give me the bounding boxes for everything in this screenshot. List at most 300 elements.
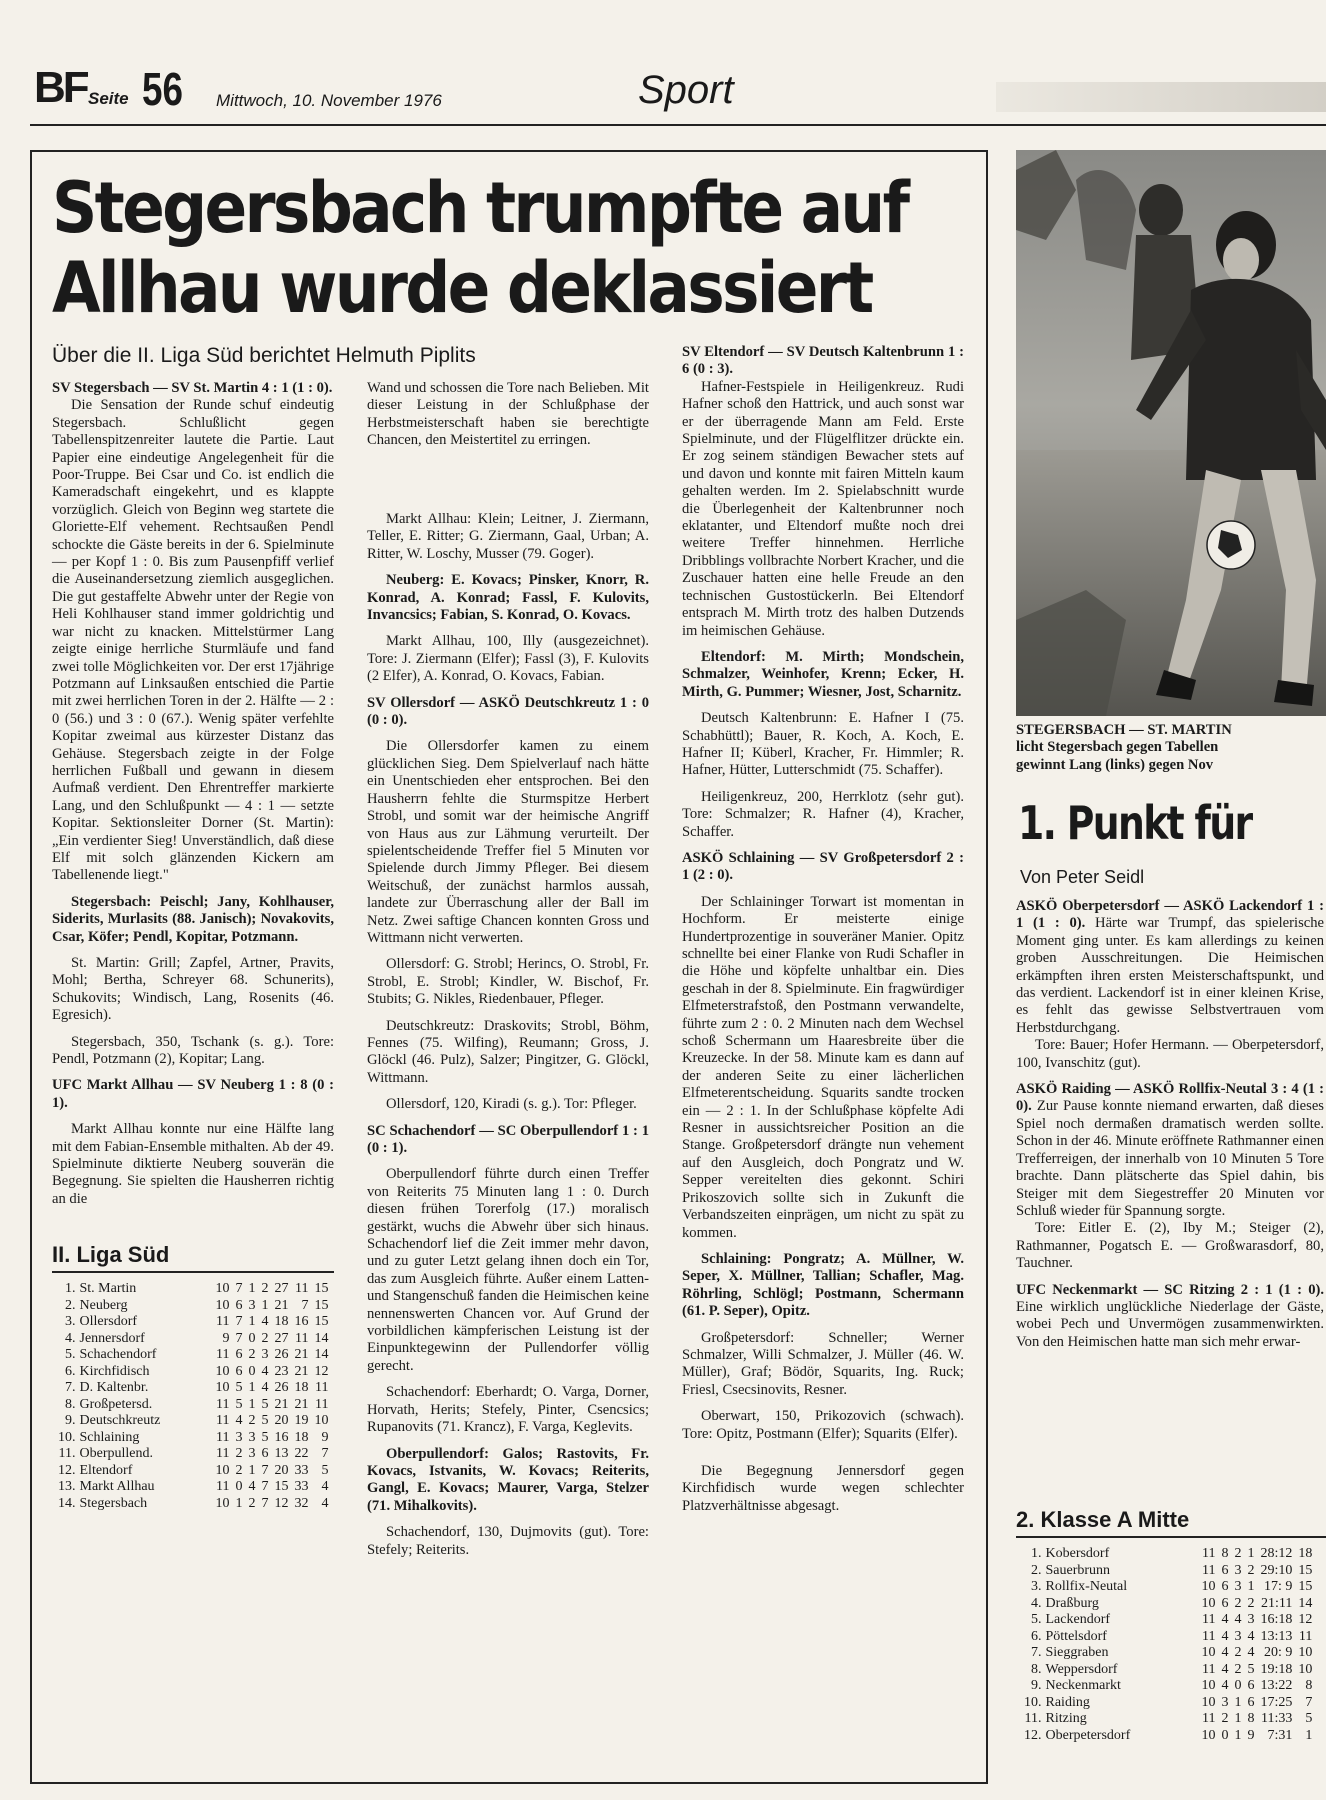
second-article-byline: Von Peter Seidl — [1020, 867, 1145, 887]
table-cell: 7 — [235, 1314, 243, 1330]
match-info: Ollersdorf, 120, Kiradi (s. g.). Tor: Pfleger. — [385, 1096, 637, 1113]
team-name: Schlaining — [79, 1429, 140, 1445]
table-cell: 3 — [235, 1429, 243, 1445]
table-cell: 3 — [248, 1429, 256, 1445]
table-row — [1018, 1645, 1312, 1662]
table-cell: 4 — [1221, 1628, 1229, 1644]
team-name: Pöttelsdorf — [1045, 1628, 1107, 1644]
table-cell: 5. — [65, 1347, 76, 1363]
table-cell: 7:31 — [1267, 1727, 1293, 1743]
table-cell: 23 — [274, 1363, 289, 1379]
table-cell: 10 — [215, 1462, 230, 1478]
table-cell: 11 — [1202, 1546, 1216, 1561]
table-cell: 10 — [215, 1363, 230, 1379]
table-cell: 5. — [1031, 1612, 1042, 1627]
table-cell: 2 — [235, 1462, 243, 1478]
table-cell: 4 — [1234, 1612, 1242, 1627]
table-cell: 11 — [315, 1380, 329, 1396]
table-row — [1018, 1563, 1312, 1580]
table-cell: 7. — [1031, 1645, 1042, 1660]
caption-line: licht Stegersbach gegen Tabellen — [1016, 739, 1219, 756]
table-row — [1018, 1629, 1312, 1646]
match-info: Markt Allhau, 100, Illy (ausgezeichnet). Tore: J. Ziermann (Elfer); Fassl (3), F. Kulovits (2 Elfer), A. Konrad, O. Kovacs, Fabian. — [367, 633, 649, 685]
table-cell: 17:25 — [1260, 1694, 1293, 1710]
table-cell: 2. — [1031, 1562, 1042, 1578]
table-cell: 3. — [1031, 1579, 1042, 1594]
continued-text: Wand und schossen die Tore nach Belieben. Mit dieser Leistung in der Schlußphase der Herbstmeisterschaft haben sie berechtigte Chancen, den Meistertitel zu erringen. — [367, 380, 649, 449]
team-name: D. Kaltenbr. — [79, 1380, 149, 1396]
table-cell: 7 — [261, 1479, 269, 1495]
table-cell: 18 — [294, 1380, 309, 1396]
table-cell: 11 — [1298, 1628, 1313, 1644]
table-cell: 5 — [235, 1380, 243, 1396]
table-cell: 6 — [1221, 1579, 1229, 1594]
table-cell: 10 — [215, 1297, 230, 1313]
table-cell: 4 — [1221, 1645, 1229, 1660]
table-cell: 1 — [248, 1462, 256, 1478]
table-row — [1018, 1678, 1312, 1695]
table-cell: 15 — [1298, 1579, 1313, 1594]
table-row — [1018, 1728, 1312, 1745]
table-cell: 12 — [1298, 1612, 1313, 1627]
table-cell: 4 — [1221, 1612, 1229, 1627]
team-name: Oberpullend. — [79, 1446, 153, 1462]
header-rule — [30, 124, 1326, 126]
table-cell: 10 — [1201, 1678, 1216, 1693]
team-name: Sieggraben — [1045, 1645, 1109, 1660]
table-cell: 13 — [274, 1446, 289, 1462]
team-name: Markt Allhau — [79, 1479, 155, 1495]
table-cell: 18 — [1298, 1546, 1313, 1561]
table-cell: 3 — [1234, 1579, 1242, 1594]
page-number: 56 — [142, 63, 183, 115]
table-cell: 14 — [314, 1347, 329, 1363]
table-cell: 11 — [216, 1479, 230, 1495]
table-cell: 6 — [1221, 1595, 1229, 1611]
table-cell: 12 — [274, 1495, 289, 1511]
table-cell: 15 — [314, 1314, 329, 1330]
table-cell: 5 — [261, 1413, 269, 1429]
table-cell: 7 — [261, 1495, 269, 1511]
team-name: Oberpetersdorf — [1045, 1727, 1131, 1743]
table-cell: 12. — [1024, 1727, 1042, 1743]
table-cell: 21 — [274, 1396, 289, 1412]
team-name: Ritzing — [1045, 1711, 1087, 1726]
second-article-column — [1016, 898, 1324, 1351]
lineup: Schlaining: Pongratz; A. Müllner, W. Seper, X. Müllner, Tallian; Schafler, Mag. Röhrling, Schlögl; Postmann, Schermann (61. P. Seper), Opitz. — [682, 1250, 964, 1320]
team-name: Ollersdorf — [79, 1314, 138, 1330]
lineup: Deutschkreutz: Draskovits; Strobl, Böhm, Fennes (75. Wilfing), Reumann; Gross, J. Glöckl (46. Pulz), Salzer; Pingitzer, G. Glöckl, Wittmann. — [367, 1017, 649, 1086]
table-cell: 4 — [235, 1413, 243, 1429]
table-cell: 5 — [1247, 1661, 1255, 1677]
table-cell: 2 — [248, 1495, 256, 1511]
match-report: Der Schlaininger Torwart ist momentan in Hochform. Er meisterte einige Hundertprozentige in souveräner Manier. Opitz schnellte bei einer Flanke von Rudi Schafler in die Höhe und köpfelte unhaltbar ein. Dies geschah in der 8. Spielminute. Ein fragwürdiger Elfmeterstrafstoß, den Postmann verwandelte, führte zum 2 : 0. 2 Minuten nach dem Wechsel schoß Schermann um Haaresbreite über die Kreuzecke. In der 58. Minute kam es dann auf der anderen Seite zu einer lächerlichen Elfmeterentscheidung. Squarits sandte trocken ein — 2 : 1. In der Schlußphase köpfelte Adi Resner in aussichtsreicher Position an die Stange. Großpetersdorf drängte nun vehement auf den Ausgleich, doch Pongratz und W. Sepper vereitelten dies gekonnt. Schiri Prikoszovich sollte sich in Zukunft die Verbandszeiten einprägen, um nicht zu spät zu kommen. — [682, 893, 964, 1241]
table-cell: 15 — [1298, 1562, 1313, 1578]
table-cell: 13:22 — [1260, 1678, 1293, 1693]
table-cell: 5 — [261, 1396, 269, 1412]
lineup: Stegersbach: Peischl; Jany, Kohlhauser, Siderits, Murlasits (88. Janisch); Novakovits, Csar, Köfer; Pendl, Kopitar, Potzmann. — [52, 893, 334, 945]
team-name: Draßburg — [1045, 1595, 1099, 1611]
table-cell: 1 — [248, 1380, 256, 1396]
table-cell: 3 — [1234, 1628, 1242, 1644]
caption-line: STEGERSBACH — ST. MARTIN — [1016, 722, 1232, 738]
table-row — [52, 1479, 329, 1496]
match-heading: SV Ollersdorf — ASKÖ Deutschkreutz 1 : 0 (0 : 0). — [367, 694, 649, 729]
table-cell: 15 — [314, 1281, 329, 1297]
table-cell: 7 — [235, 1330, 243, 1346]
table-cell: 4 — [1247, 1628, 1255, 1644]
table-cell: 0 — [248, 1330, 256, 1346]
table-cell: 4 — [321, 1479, 329, 1495]
team-name: Lackendorf — [1045, 1612, 1111, 1627]
table-cell: 20 — [274, 1462, 289, 1478]
table-cell: 10. — [58, 1429, 76, 1445]
table-row — [52, 1463, 329, 1480]
table-cell: 4. — [65, 1330, 76, 1346]
match-report: Hafner-Festspiele in Heiligenkreuz. Rudi Hafner schoß den Hattrick, und auch sonst war er der überragende Mann am Feld. Erste Spielminute, und der Flügelflitzer drückte ein. Er zog seinem ständigen Bewacher stets auf und davon und konnte mit fairen Mitteln kaum gehalten werden. Im 2. Spielabschnitt wurde die Überlegenheit der Kaltenbrunner noch eklatanter, und Eltendorf mußte noch drei weitere Treffer hinnehmen. Herrliche Dribblings vollbrachte Norbert Kracher, und die Zuschauer hatten eine helle Freude an den technischen Gustostückerln. Bei Eltendorf entsprach M. Mirth trotz des halben Dutzends im heimischen Gehäuse. — [682, 378, 964, 639]
class-table — [1018, 1546, 1312, 1744]
table-cell: 11 — [216, 1347, 230, 1363]
table-cell: 14 — [314, 1330, 329, 1346]
table-cell: 16 — [274, 1429, 289, 1445]
second-article-headline: 1. Punkt für — [1018, 796, 1252, 850]
table-cell: 20 — [274, 1413, 289, 1429]
table-cell: 12. — [58, 1462, 76, 1478]
table-cell: 2 — [1234, 1661, 1242, 1677]
table-cell: 7. — [65, 1380, 76, 1396]
table-cell: 6. — [65, 1363, 76, 1379]
table-cell: 2 — [1234, 1645, 1242, 1660]
table-cell: 10 — [314, 1413, 329, 1429]
table-cell: 10 — [215, 1495, 230, 1511]
table-cell: 6 — [1221, 1562, 1229, 1578]
table-cell: 1. — [1031, 1546, 1042, 1561]
table-cell: 7 — [321, 1446, 329, 1462]
team-name: Kirchfidisch — [79, 1363, 150, 1379]
section-title: Sport — [638, 68, 734, 112]
table-cell: 20: 9 — [1264, 1645, 1293, 1660]
match-heading — [1016, 1081, 1324, 1220]
lineup: St. Martin: Grill; Zapfel, Artner, Pravits, Mohl; Bertha, Schreyer 68. Schunerits), Schukovits; Windisch, Lang, Rosenits (46. Egresich). — [52, 955, 334, 1024]
table-row — [52, 1496, 329, 1513]
table-cell: 3 — [248, 1446, 256, 1462]
match-report: Härte war Trumpf, das spielerische Moment ging unter. Es kam allerdings zu keinen groben Ausschreitungen. Die Heimischen erkämpften ihren ersten Meisterschaftspunkt, und das verdient. Lackendorf ist in einer kleinen Krise, es fehlt das gewisse Selbstvertrauen vom Herbstdurchgang. — [1016, 915, 1324, 1036]
team-name: St. Martin — [79, 1281, 137, 1297]
table-row — [1018, 1612, 1312, 1629]
match-photo — [1016, 150, 1326, 716]
table-cell: 5 — [235, 1396, 243, 1412]
match-report: Oberpullendorf führte durch einen Treffer von Reiterits 75 Minuten lang 1 : 0. Durch diesen frühen Torerfolg (17.) moralisch gestärkt, wuchs die Abwehr über sich hinaus. Schachendorf lief die Zeit immer mehr davon, und zu guter Letzt gelang ihnen doch ein Tor, das zum Ausgleich führte. Außer einem Latten- und Stangenschuß fanden die Heimischen keine nennenswerten Chancen vor. Auf Grund der vorbildlichen kämpferischen Leistung ist der Einpunktegewinn der Pullendorfer völlig gerecht. — [367, 1166, 649, 1374]
table-cell: 15 — [314, 1297, 329, 1313]
table-cell: 32 — [294, 1495, 309, 1511]
lineup: Schachendorf: Eberhardt; O. Varga, Dorner, Horvath, Herits; Stefely, Pinter, Csencsics; Rupanovits (71. Krancz), F. Varga, Keglevits. — [367, 1384, 649, 1436]
table-cell: 10 — [1201, 1727, 1216, 1743]
table-row — [1018, 1579, 1312, 1596]
table-cell: 9 — [321, 1429, 329, 1445]
lineup: Neuberg: E. Kovacs; Pinsker, Knorr, R. Konrad, A. Konrad; Fassl, F. Kulovits, Invancsics; Fabian, S. Konrad, O. Kovacs. — [367, 572, 649, 624]
table-cell: 1 — [261, 1297, 269, 1313]
photo-caption — [1016, 722, 1326, 774]
table-row — [52, 1446, 329, 1463]
match-info: Heiligenkreuz, 200, Herrklotz (sehr gut). Tore: Schmalzer; R. Hafner (4), Kracher, Schaffer. — [682, 788, 964, 840]
table-cell: 6 — [1247, 1694, 1255, 1710]
table-cell: 0 — [248, 1363, 256, 1379]
table-cell: 4 — [321, 1495, 329, 1511]
caption-line: gewinnt Lang (links) gegen Nov — [1016, 756, 1214, 773]
table-cell: 0 — [235, 1479, 243, 1495]
table-cell: 11 — [295, 1330, 309, 1346]
table-cell: 3 — [1234, 1562, 1242, 1578]
table-cell: 11 — [216, 1413, 230, 1429]
table-cell: 26 — [274, 1380, 289, 1396]
table-cell: 5 — [1305, 1711, 1313, 1726]
lineup: Ollersdorf: G. Strobl; Herincs, O. Strobl, Fr. Strobl, E. Strobl; Kindler, W. Bischof, Fr. Stubits; G. Nikles, Riedenbauer, Pfleger. — [367, 956, 649, 1008]
table-cell: 1 — [248, 1396, 256, 1412]
cancellation-note: Die Begegnung Jennersdorf gegen Kirchfidisch wurde wegen schlechter Platzverhältnisse abgesagt. — [682, 1462, 964, 1514]
team-name: Neuberg — [79, 1297, 128, 1313]
table-cell: 3 — [261, 1347, 269, 1363]
table-cell: 27 — [274, 1330, 289, 1346]
team-name: Weppersdorf — [1045, 1661, 1118, 1677]
table-row — [52, 1413, 329, 1430]
match-report: Die Sensation der Runde schuf eindeutig Stegersbach. Schlußlicht gegen Tabellenspitzenreiter lautete die Partie. Laut Papier eine eindeutige Angelegenheit für die Poor-Truppe. Bei Csar und Co. ist endlich die Kameradschaft eingekehrt, und es klappte vorzüglich. Gleich von Beginn weg startete die Gloriette-Elf vehement. Rechtsaußen Pendl schockte die Gäste bereits in der 6. Spielminute — per Kopf 1 : 0. Bis zum Pausenpfiff verlief die Auseinandersetzung ziemlich ausgeglichen. Die gut gestaffelte Abwehr unter der Regie von Heli Kohlhauser stand immer goldrichtig und war nicht zu knacken. Mittelstürmer Lang zeigte einige herrliche Sturmläufe und fand zwei tolle Möglichkeiten vor. Der erst 17jährige Potzmann auf Linksaußen entschied die Partie mit zwei herrlichen Toren in der 2. Hälfte — 2 : 0 (56.) und 3 : 0 (67.). Wenig später verfehlte Kopitar zweimal aus kürzester Distanz das Gehäuse. Stegersbach zeigte in der Folge herrlichen Fußball und gewann in diesem Aufmaß verdient. Den Ehrentreffer markierte Lang, und den Schlußpunkt — 4 : 1 — setzte Kopitar. Sektionsleiter Dorner (St. Martin): „Ein verdienter Sieg! Unverständlich, daß diese Elf mit solch glänzenden Kickern am Tabellenende liegt." — [52, 397, 334, 884]
table-cell: 9. — [65, 1413, 76, 1429]
table-cell: 10 — [215, 1380, 230, 1396]
table-cell: 14 — [1298, 1595, 1313, 1611]
table-row — [52, 1430, 329, 1447]
match-info: Oberwart, 150, Prikozovich (schwach). Tore: Opitz, Postmann (Elfer); Squarits (Elfer). — [682, 1408, 964, 1442]
table-row — [1018, 1662, 1312, 1679]
article-column-3 — [682, 344, 964, 1515]
match-report: Zur Pause konnte niemand erwarten, daß dieses Spiel noch dermaßen dramatisch werden sollte. Schon in der 46. Minute eröffnete Rathmanner einen Trefferreigen, der innerhalb von 10 Minuten 5 Tore brachte. Dann plätscherte das Spiel dahin, bis Steiger mit dem Siegestreffer 20 Minuten vor Schluß wieder für Spannung sorgte. — [1016, 1098, 1324, 1219]
match-heading: SV Eltendorf — SV Deutsch Kaltenbrunn 1 : 6 (0 : 3). — [682, 344, 964, 378]
article-column-2 — [367, 380, 649, 1559]
table-cell: 11 — [216, 1314, 230, 1330]
table-cell: 3. — [65, 1314, 76, 1330]
table-cell: 10 — [1201, 1645, 1216, 1660]
table-row — [52, 1331, 329, 1348]
table-cell: 2 — [248, 1347, 256, 1363]
table-cell: 2 — [261, 1330, 269, 1346]
table-cell: 2. — [65, 1297, 76, 1313]
table-row — [1018, 1596, 1312, 1613]
headline-line-2: Allhau wurde deklassiert — [52, 247, 872, 329]
page-label: Seite — [88, 89, 129, 108]
table-cell: 18 — [294, 1429, 309, 1445]
table-cell: 19 — [294, 1413, 309, 1429]
table-row — [1018, 1695, 1312, 1712]
table-cell: 10 — [1201, 1595, 1216, 1611]
table-cell: 21 — [294, 1363, 309, 1379]
table-cell: 1 — [248, 1281, 256, 1297]
table-cell: 1 — [1247, 1546, 1255, 1561]
table-cell: 10 — [1298, 1645, 1313, 1660]
table-cell: 10 — [215, 1281, 230, 1297]
table-cell: 10 — [1298, 1661, 1313, 1677]
table-row — [52, 1314, 329, 1331]
table-cell: 8. — [65, 1396, 76, 1412]
table-cell: 11 — [1202, 1628, 1216, 1644]
table-cell: 1. — [65, 1281, 76, 1297]
table-cell: 4. — [1031, 1595, 1042, 1611]
table-cell: 21 — [274, 1297, 289, 1313]
team-name: Großpetersd. — [79, 1396, 153, 1412]
table-cell: 3 — [1247, 1612, 1255, 1627]
table-cell: 21 — [294, 1347, 309, 1363]
table-cell: 6 — [235, 1363, 243, 1379]
table-cell: 2 — [248, 1413, 256, 1429]
table-cell: 9 — [222, 1330, 230, 1346]
table-cell: 11 — [1202, 1661, 1216, 1677]
table-cell: 10 — [1201, 1694, 1216, 1710]
table-cell: 9. — [1031, 1678, 1042, 1693]
table-cell: 6 — [235, 1297, 243, 1313]
table-cell: 29:10 — [1260, 1562, 1293, 1578]
table-cell: 7 — [1305, 1694, 1313, 1710]
class-table-title: 2. Klasse A Mitte — [1016, 1508, 1326, 1538]
table-cell: 11:33 — [1261, 1711, 1293, 1726]
table-cell: 19:18 — [1260, 1661, 1293, 1677]
table-cell: 3 — [248, 1297, 256, 1313]
table-cell: 2 — [1234, 1546, 1242, 1561]
table-cell: 9 — [1247, 1727, 1255, 1743]
match-heading — [1016, 1282, 1324, 1352]
table-cell: 11 — [216, 1396, 230, 1412]
table-cell: 17: 9 — [1264, 1579, 1293, 1594]
table-cell: 2 — [261, 1281, 269, 1297]
table-cell: 11 — [1202, 1711, 1216, 1726]
table-cell: 4 — [261, 1314, 269, 1330]
table-cell: 4 — [261, 1363, 269, 1379]
table-cell: 28:12 — [1260, 1546, 1293, 1561]
table-cell: 8 — [1305, 1678, 1313, 1693]
match-heading — [1016, 898, 1324, 1037]
table-cell: 2 — [1234, 1595, 1242, 1611]
table-cell: 33 — [294, 1462, 309, 1478]
table-cell: 26 — [274, 1347, 289, 1363]
match-heading: UFC Markt Allhau — SV Neuberg 1 : 8 (0 : 1). — [52, 1077, 334, 1111]
table-cell: 0 — [1234, 1678, 1242, 1693]
issue-date: Mittwoch, 10. November 1976 — [216, 91, 442, 110]
table-cell: 4 — [1247, 1645, 1255, 1660]
table-row — [52, 1347, 329, 1364]
table-cell: 11. — [1024, 1711, 1042, 1726]
table-cell: 33 — [294, 1479, 309, 1495]
article-column-1 — [52, 380, 334, 1512]
table-cell: 1 — [1234, 1694, 1242, 1710]
table-cell: 1 — [1247, 1579, 1255, 1594]
table-cell: 27 — [274, 1281, 289, 1297]
table-cell: 1 — [1234, 1727, 1242, 1743]
table-cell: 16:18 — [1260, 1612, 1293, 1627]
lineup: Deutsch Kaltenbrunn: E. Hafner I (75. Schabhüttl); Bauer, R. Koch, A. Koch, E. Hafner II; Küberl, Kracher, Fr. Himmler; R. Hafner, Hütter, Lutterschmidt (75. Schaffer). — [682, 710, 964, 779]
table-cell: 4 — [1221, 1678, 1229, 1693]
lineup: Eltendorf: M. Mirth; Mondschein, Schmalzer, Weinhofer, Krenn; Ecker, H. Mirth, G. Pummer; Wiesner, Jost, Scharnitz. — [682, 648, 964, 700]
table-cell: 4 — [248, 1479, 256, 1495]
table-cell: 21:11 — [1261, 1595, 1293, 1611]
table-cell: 6 — [1247, 1678, 1255, 1693]
table-cell: 2 — [235, 1446, 243, 1462]
table-cell: 8 — [1247, 1711, 1255, 1726]
match-info: Schachendorf, 130, Dujmovits (gut). Tore: Stefely; Reiterits. — [367, 1524, 649, 1558]
match-heading-text: ASKÖ Oberpetersdorf — ASKÖ Lackendorf 1 : 1 (1 : 0). — [1016, 898, 1324, 932]
match-heading: ASKÖ Schlaining — SV Großpetersdorf 2 : 1 (2 : 0). — [682, 849, 964, 884]
table-cell: 2 — [1247, 1562, 1255, 1578]
team-name: Kobersdorf — [1045, 1546, 1110, 1561]
table-cell: 21 — [294, 1396, 309, 1412]
newspaper-logo: BF — [34, 63, 87, 112]
match-info: Tore: Eitler E. (2), Iby M.; Steiger (2), Rathmanner, Pogatsch E. — Großwarasdorf, 80, Tauchner. — [1016, 1220, 1324, 1272]
table-cell: 1 — [235, 1495, 243, 1511]
table-cell: 3 — [1221, 1694, 1229, 1710]
table-cell: 8. — [1031, 1661, 1042, 1677]
team-name: Neckenmarkt — [1045, 1678, 1121, 1693]
match-photo-image — [1016, 150, 1326, 716]
lineup: Markt Allhau: Klein; Leitner, J. Ziermann, Teller, E. Ritter; G. Ziermann, Gaal, Urban; A. Ritter, W. Loschy, Musser (79. Goger). — [367, 511, 649, 562]
headline-line-1: Stegersbach trumpfte auf — [52, 167, 908, 249]
table-cell: 11 — [295, 1281, 309, 1297]
table-row — [1018, 1711, 1312, 1728]
table-row — [52, 1380, 329, 1397]
table-cell: 11 — [216, 1446, 230, 1462]
table-cell: 5 — [261, 1429, 269, 1445]
table-cell: 0 — [1221, 1727, 1229, 1743]
table-cell: 6 — [261, 1446, 269, 1462]
table-cell: 1 — [1234, 1711, 1242, 1726]
table-row — [52, 1364, 329, 1381]
team-name: Eltendorf — [79, 1462, 133, 1478]
table-cell: 7 — [235, 1281, 243, 1297]
table-cell: 12 — [314, 1363, 329, 1379]
table-cell: 5 — [321, 1462, 329, 1478]
team-name: Raiding — [1045, 1694, 1090, 1710]
lineup: Großpetersdorf: Schneller; Werner Schmalzer, Willi Schmalzer, J. Müller (46. W. Müller), Graf; Bödör, Squarits, Ing. Ruck; Friesl, Csecsinovits, Resner. — [682, 1329, 964, 1398]
table-cell: 11 — [315, 1396, 329, 1412]
table-cell: 8 — [1221, 1546, 1229, 1561]
faded-header-ad — [996, 82, 1326, 112]
table-cell: 10 — [1201, 1579, 1216, 1594]
table-cell: 1 — [1305, 1727, 1313, 1743]
table-row — [52, 1397, 329, 1414]
match-heading-text: UFC Neckenmarkt — SC Ritzing 2 : 1 (1 : 0). — [1016, 1281, 1324, 1298]
table-row — [52, 1281, 329, 1298]
table-cell: 22 — [294, 1446, 309, 1462]
match-info: Stegersbach, 350, Tschank (s. g.). Tore: Pendl, Potzmann (2), Kopitar; Lang. — [52, 1033, 334, 1068]
team-name: Jennersdorf — [79, 1330, 145, 1346]
match-info: Tore: Bauer; Hofer Hermann. — Oberpetersdorf, 100, Ivanschitz (gut). — [1016, 1037, 1324, 1071]
article-byline: Über die II. Liga Süd berichtet Helmuth Piplits — [52, 344, 476, 367]
table-cell: 18 — [274, 1314, 289, 1330]
article-headline — [52, 167, 908, 329]
table-cell: 11 — [1202, 1612, 1216, 1627]
team-name: Stegersbach — [79, 1495, 148, 1511]
table-cell: 2 — [1247, 1595, 1255, 1611]
team-name: Deutschkreutz — [79, 1413, 161, 1429]
table-cell: 4 — [1221, 1661, 1229, 1677]
table-cell: 4 — [261, 1380, 269, 1396]
table-cell: 14. — [58, 1495, 76, 1511]
table-cell: 7 — [261, 1462, 269, 1478]
team-name: Schachendorf — [79, 1347, 157, 1363]
league-table — [52, 1281, 329, 1512]
table-cell: 11 — [216, 1429, 230, 1445]
table-cell: 16 — [294, 1314, 309, 1330]
table-cell: 6. — [1031, 1628, 1042, 1644]
league-table-title: II. Liga Süd — [52, 1243, 334, 1273]
table-cell: 2 — [1221, 1711, 1229, 1726]
table-cell: 7 — [301, 1297, 309, 1313]
match-heading: SC Schachendorf — SC Oberpullendorf 1 : 1 (0 : 1). — [367, 1122, 649, 1156]
